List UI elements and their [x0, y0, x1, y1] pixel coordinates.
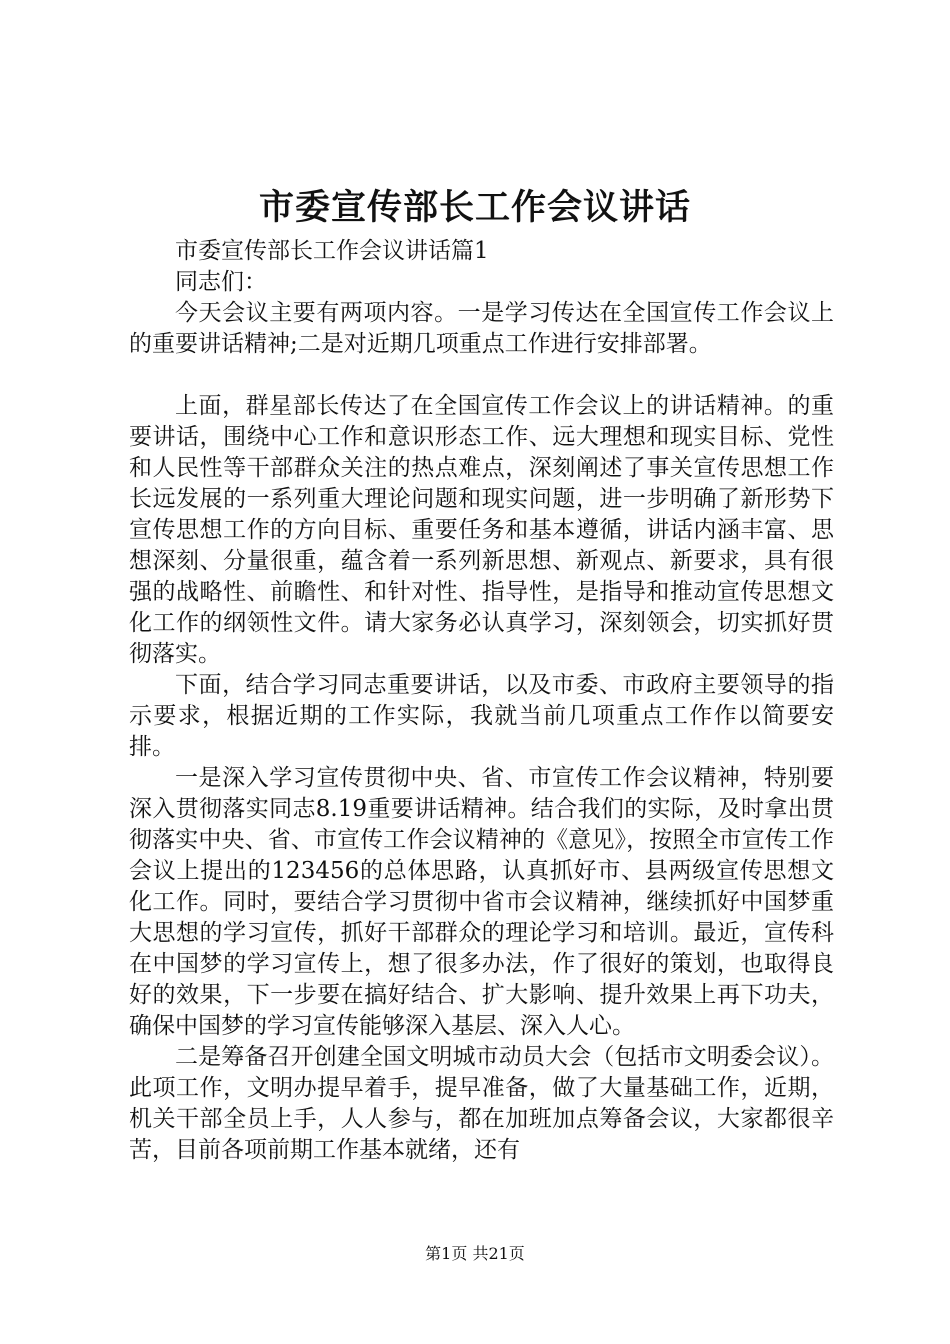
paragraph-task-one: 一是深入学习宣传贯彻中央、省、市宣传工作会议精神，特别要深入贯彻落实同志8.19重要讲话精神。结合我们的实际，及时拿出贯彻落实中央、省、市宣传工作会议精神的《意见》，按照全市宣传工作会议上提出的123456的总体思路，认真抓好市、县两级宣传思想文化工作。同时，要结合学习贯彻中省市会议精神，继续抓好中国梦重大思想的学习宣传，抓好干部群众的理论学习和培训。最近，宣传科在中国梦的学习宣传上，想了很多办法，作了很好的策划，也取得良好的效果，下一步要在搞好结合、扩大影响、提升效果上再下功夫，确保中国梦的学习宣传能够深入基层、深入人心。 — [129, 765, 834, 1039]
document-body — [129, 236, 834, 1166]
document-title: 市委宣传部长工作会议讲话 — [258, 187, 691, 228]
paragraph-intro: 今天会议主要有两项内容。一是学习传达在全国宣传工作会议上的重要讲话精神;二是对近期几项重点工作进行安排部署。 — [129, 300, 834, 357]
page-footer: 第1页 共21页 — [425, 1244, 525, 1263]
paragraph-arrangement: 下面，结合学习同志重要讲话，以及市委、市政府主要领导的指示要求，根据近期的工作实际，我就当前几项重点工作作以简要安排。 — [129, 672, 834, 760]
salutation: 同志们： — [175, 269, 267, 295]
paragraph-task-two: 二是筹备召开创建全国文明城市动员大会（包括市文明委会议）。此项工作，文明办提早着手，提早准备，做了大量基础工作，近期，机关干部全员上手，人人参与，都在加班加点筹备会议，大家都很辛苦，目前各项前期工作基本就绪，还有 — [129, 1044, 834, 1163]
paragraph-speech-summary: 上面，群星部长传达了在全国宣传工作会议上的讲话精神。的重要讲话，围绕中心工作和意识形态工作、远大理想和现实目标、党性和人民性等干部群众关注的热点难点，深刻阐述了事关宣传思想工作长远发展的一系列重大理论问题和现实问题，进一步明确了新形势下宣传思想工作的方向目标、重要任务和基本遵循，讲话内涵丰富、思想深刻、分量很重，蕴含着一系列新思想、新观点、新要求，具有很强的战略性、前瞻性、和针对性、指导性，是指导和推动宣传思想文化工作的纲领性文件。请大家务必认真学习，深刻领会，切实抓好贯彻落实。 — [129, 393, 834, 667]
section-heading: 市委宣传部长工作会议讲话篇1 — [175, 238, 489, 264]
